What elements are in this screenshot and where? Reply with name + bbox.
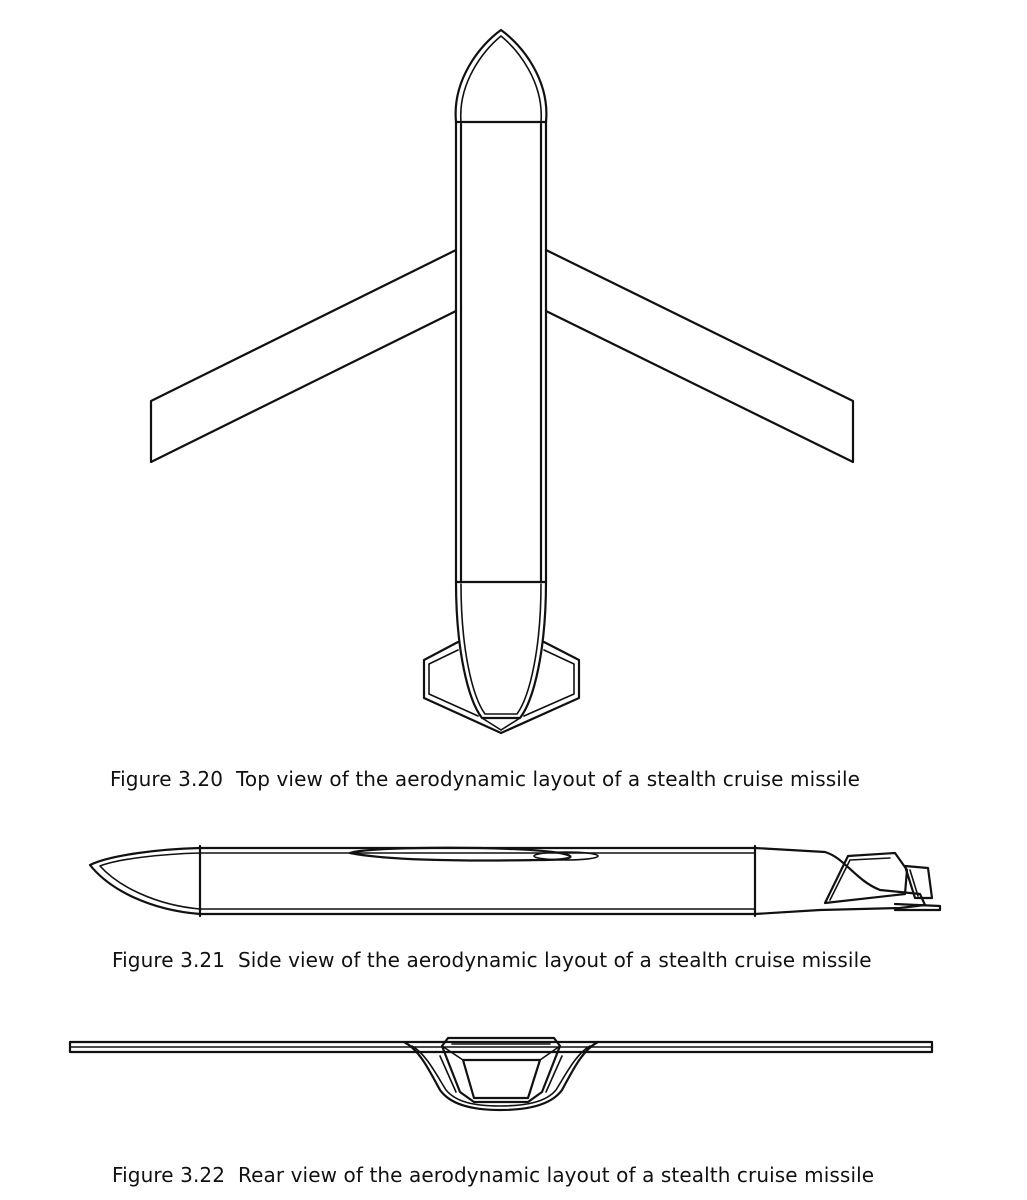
- side-view-fuselage: [200, 846, 755, 916]
- top-view-fuselage: [456, 122, 546, 582]
- side-view-nose: [90, 848, 200, 914]
- top-view-aft-section: [456, 582, 546, 718]
- rear-view-fuselage: [404, 1038, 598, 1110]
- top-view-right-wing: [546, 250, 853, 462]
- figure-3-20-caption: Figure 3.20 Top view of the aerodynamic layout of a stealth cruise missile: [110, 767, 861, 791]
- side-view-drawing: [90, 846, 940, 916]
- top-view-left-wing: [151, 250, 456, 462]
- rear-view-drawing: [70, 1038, 932, 1110]
- top-view-drawing: [151, 30, 853, 733]
- top-view-nose: [456, 30, 547, 122]
- top-view-tail-fins: [424, 642, 579, 733]
- side-view-dorsal-fairing: [350, 848, 598, 861]
- figure-3-22-caption: Figure 3.22 Rear view of the aerodynamic layout of a stealth cruise missile: [112, 1163, 875, 1187]
- figure-3-21-caption: Figure 3.21 Side view of the aerodynamic layout of a stealth cruise missile: [112, 948, 872, 972]
- side-view-tail: [755, 848, 940, 914]
